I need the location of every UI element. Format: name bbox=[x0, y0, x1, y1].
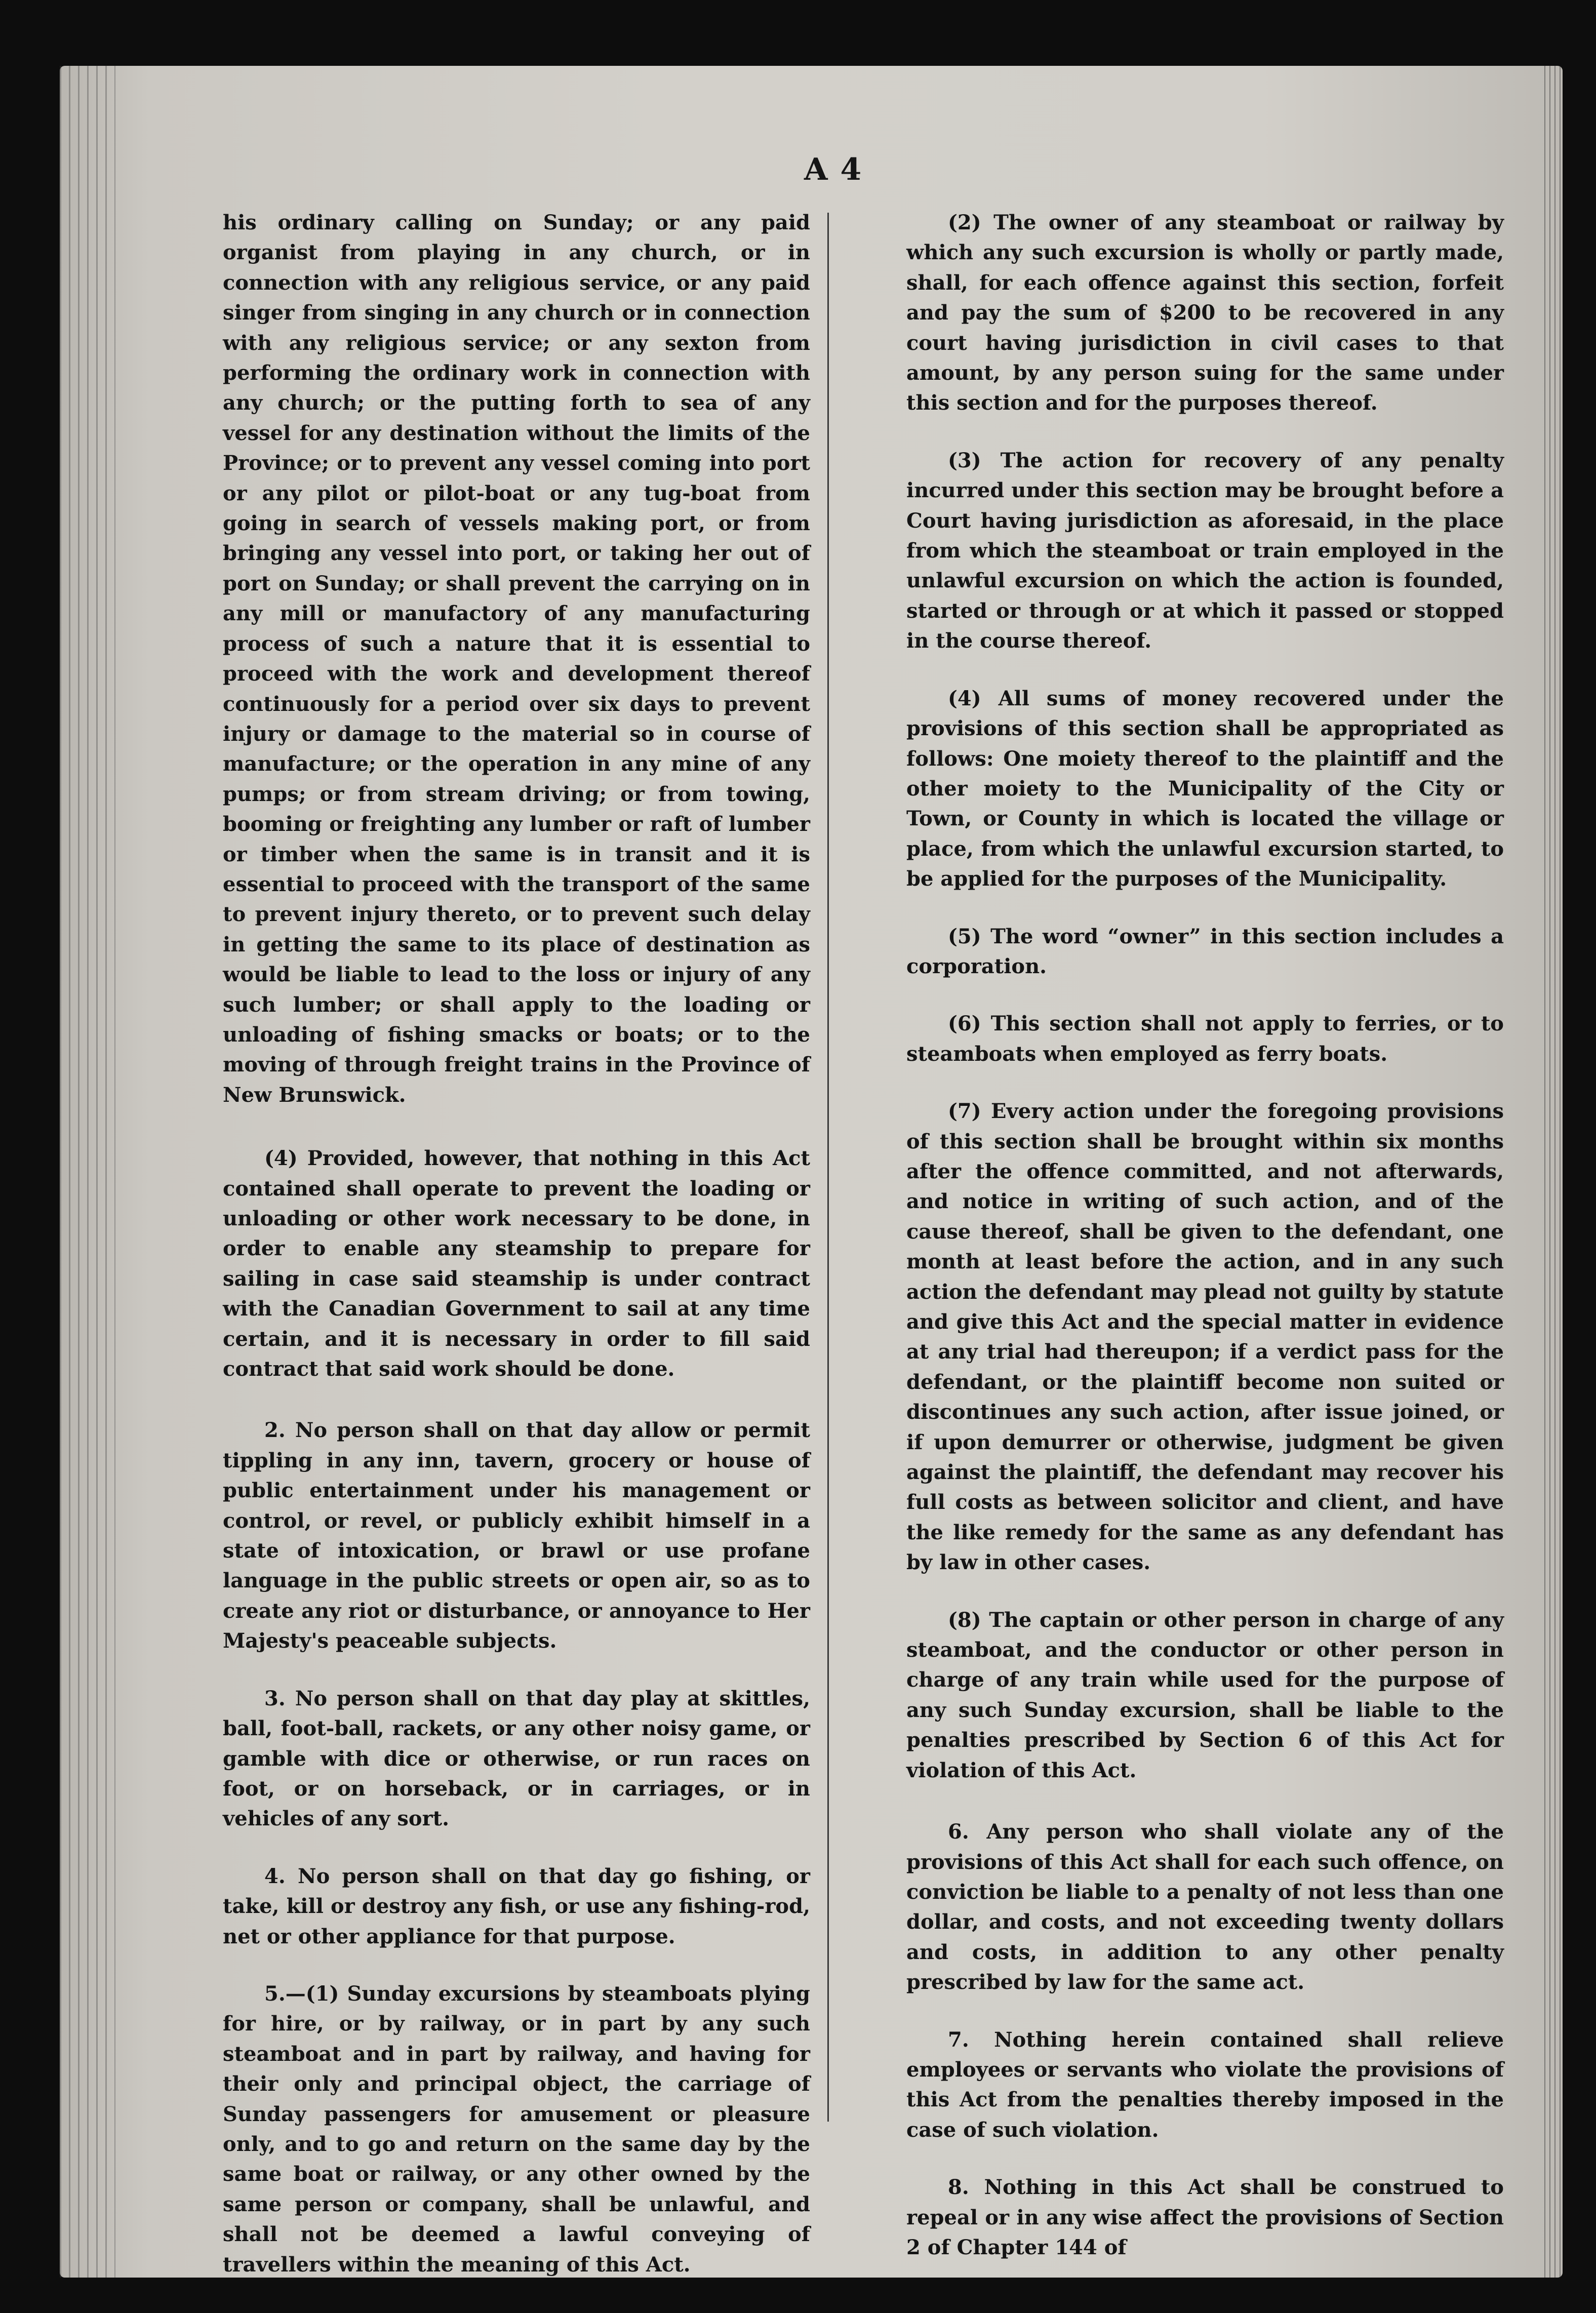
paragraph-section-5-3: (3) The action for recovery of any penalty incurred under this section may be brought before a Court having jurisdiction as aforesaid, in the place from which the steamboat or train employed in the unlawful excursion on which the action is founded, started or through or at which it passed or stopped in the course thereof. bbox=[906, 448, 1504, 653]
paragraph-section-5-4: (4) All sums of money recovered under the provisions of this section shall be appropriated as follows: One moiety thereof to the plaintiff and the other moiety to the Municipality of the City or Town, or County in which is located the village or place, from which the unlawful excursion started, to be applied for the purposes of the Municipality. bbox=[906, 686, 1504, 891]
paragraph-section-5-2: (2) The owner of any steamboat or railway by which any such excursion is wholly or partly made, shall, for each offence against this section, forfeit and pay the sum of $200 to be recovered in any court having jurisdiction in civil cases to that amount, by any person suing for the same under this section and for the purposes thereof. bbox=[906, 211, 1504, 415]
paragraph-section-4: 4. No person shall on that day go fishing, or take, kill or destroy any fish, or use any fishing-rod, net or other appliance for that purpose. bbox=[223, 1864, 810, 1948]
paragraph-section-5-6: (6) This section shall not apply to ferries, or to steamboats when employed as ferry boats. bbox=[906, 1012, 1504, 1066]
paragraph-section-5-8: (8) The captain or other person in charge of any steamboat, and the conductor or other person in charge of any train while used for the purpose of any such Sunday excursion, shall be liable to the penalties prescribed by Section 6 of this Act for violation of this Act. bbox=[906, 1608, 1504, 1782]
paragraph-section-7: 7. Nothing herein contained shall relieve employees or servants who violate the provisions of this Act from the penalties thereby imposed in the case of such violation. bbox=[906, 2027, 1504, 2142]
left-column bbox=[223, 208, 810, 2280]
paragraph-section-5-7: (7) Every action under the foregoing provisions of this section shall be brought within six months after the offence committed, and not afterwards, and notice in writing of such action, and of the cause thereof, shall be given to the defendant, one month at least before the action, and in any such action the defendant may plead not guilty by statute and give this Act and the special matter in evidence at any trial had thereupon; if a verdict pass for the defendant, or the plaintiff become non suited or discontinues any such action, after issue joined, or if upon demurrer or otherwise, judgment be given against the plaintiff, the defendant may recover his full costs as between solicitor and client, and have the like remedy for the same as any defendant has by law in other cases. bbox=[906, 1099, 1504, 1575]
paragraph-section-5-1: 5.—(1) Sunday excursions by steamboats plying for hire, or by railway, or in part by any such steamboat and in part by railway, and having for their only and principal object, the carriage of Sunday passengers for amusement or pleasure only, and to go and return on the same day by the same boat or railway, or any other owned by the same person or company, shall be unlawful, and shall not be deemed a lawful conveying of travellers within the meaning of this Act. bbox=[223, 1981, 810, 2277]
column-divider bbox=[827, 213, 829, 2122]
paragraph-section-2: 2. No person shall on that day allow or permit tippling in any inn, tavern, grocery or house of public entertainment under his management or control, or revel, or publicly exhibit himself in a state of intoxication, or brawl or use profane language in the public streets or open air, so as to create any riot or disturbance, or annoyance to Her Majesty's peaceable subjects. bbox=[223, 1418, 810, 1653]
paragraph-section-5-5: (5) The word “owner” in this section includes a corporation. bbox=[906, 924, 1504, 978]
right-column bbox=[906, 208, 1504, 2262]
paragraph-continuation: his ordinary calling on Sunday; or any paid organist from playing in any church, or in connection with any religious service, or any paid singer from singing in any church or in connection with any religious service; or any sexton from performing the ordinary work in connection with any church; or the putting forth to sea of any vessel for any destination without the limits of the Province; or to prevent any vessel coming into port or any pilot or pilot-boat or any tug-boat from going in search of vessels making port, or from bringing any vessel into port, or taking her out of port on Sunday; or shall prevent the carrying on in any mill or manufactory of any manufacturing process of such a nature that it is essential to proceed with the work and development thereof continuously for a period over six days to prevent injury or damage to the material so in course of manufacture; or the operation in any mine of any pumps; or from stream driving; or from towing, booming or freighting any lumber or raft of lumber or timber when the same is in transit and it is essential to proceed with the transport of the same to prevent injury thereto, or to prevent such delay in getting the same to its place of destination as would be liable to lead to the loss or injury of any such lumber; or shall apply to the loading or unloading of fishing smacks or boats; or to the moving of through freight trains in the Province of New Brunswick. bbox=[223, 211, 810, 1107]
page-edge-right bbox=[1544, 66, 1563, 2278]
paragraph-subsection-4: (4) Provided, however, that nothing in this Act contained shall operate to prevent the loading or unloading or other work necessary to be done, in order to enable any steamship to prepare for sailing in case said steamship is under contract with the Canadian Government to sail at any time certain, and it is necessary in order to fill said contract that said work should be done. bbox=[223, 1146, 810, 1381]
paragraph-section-3: 3. No person shall on that day play at skittles, ball, foot-ball, rackets, or any other noisy game, or gamble with dice or otherwise, or run races on foot, or on horseback, or in carriages, or in vehicles of any sort. bbox=[223, 1686, 810, 1831]
page-edge-left bbox=[60, 66, 115, 2278]
page-folio: A 4 bbox=[804, 152, 863, 187]
paragraph-section-6: 6. Any person who shall violate any of the provisions of this Act shall for each such offence, on conviction be liable to a penalty of not less than one dollar, and costs, and not exceeding twenty dollars and costs, in addition to any other penalty prescribed by law for the same act. bbox=[906, 1820, 1504, 1995]
paragraph-section-8: 8. Nothing in this Act shall be construed to repeal or in any wise affect the provisions of Section 2 of Chapter 144 of bbox=[906, 2175, 1504, 2259]
